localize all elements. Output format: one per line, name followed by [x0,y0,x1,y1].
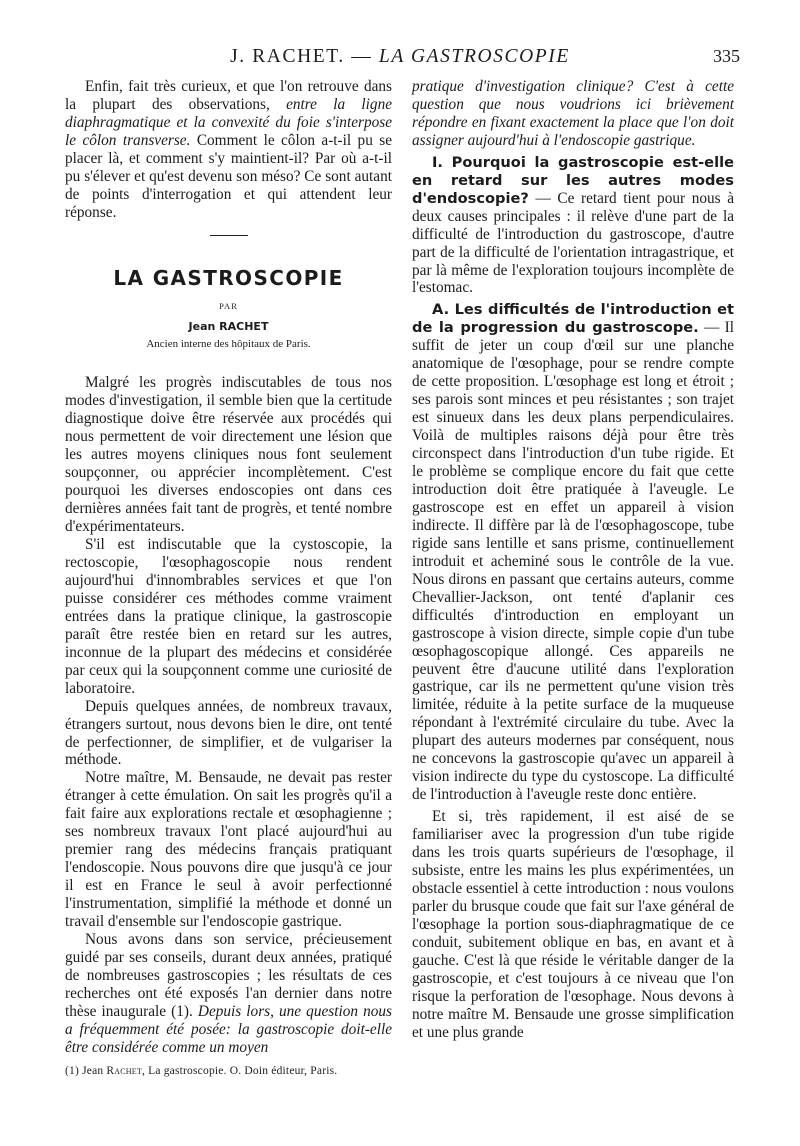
body-paragraph-5 [65,931,392,1057]
left-column [65,78,392,1081]
running-title-author: J. RACHET. — [230,46,379,67]
footnote-marker: (1) Jean [65,1064,107,1077]
continued-paragraph: pratique d'investigation clinique? C'est à cette question que nous voudrions ici brièvement répondre en fixant exactement la place que l'on doit assigner aujourd'hui à l'endoscopie gastrique. [412,78,734,149]
section-divider [210,235,248,236]
section-1-paragraph [412,154,734,298]
author-affiliation: Ancien interne des hôpitaux de Paris. [146,338,311,351]
body-paragraph-4: Notre maître, M. Bensaude, ne devait pas rester étranger à cette émulation. On sait les progrès qu'il a fait faire aux explorations rectale et œsophagienne ; ses nombreux travaux l'ont placé aujourd'hui au premier rang des médecins français pratiquant l'endoscopie. Nous pouvons dire que jusqu'à ce jour il est en France le seul à avoir perfectionné l'instrumentation, simplifié la méthode et donné un travail d'ensemble sur l'endoscopie gastrique. [65,769,392,931]
section-1-heading: I. Pourquoi la gastroscopie est-elle en retard sur les autres modes d'endoscopie? [412,153,734,207]
section-a-paragraph [412,301,734,804]
body-paragraph-3: Depuis quelques années, de nombreux travaux, étrangers surtout, nous devons bien le dire, ont tenté de perfectionner, de simplifier, et de vulgariser la méthode. [65,697,392,769]
body-paragraph-1: Malgré les progrès indiscutables de tous nos modes d'investigation, il semble bien que la certitude diagnostique doive être réservée aux procédés qui nous permettent de voir directement une lésion que les autres moyens cliniques nous font seulement soupçonner, ou apprécier incomplètement. C'est pourquoi les diverses endoscopies ont dans ces dernières années fait tant de progrès, et tenté nombre d'expérimentateurs. [65,374,392,536]
body-paragraph-5-italic: Depuis lors, une question nous a fréquemment été posée: la gastroscopie doit-elle être considérée comme un moyen [65,1002,392,1056]
body-paragraph-5-text: Nous avons dans son service, précieusement guidé par ses conseils, durant deux années, pratiqué de nombreuses gastroscopies ; les résultats de ces recherches ont été exposés l'an dernier dans notre thèse inaugurale (1). [65,930,392,1020]
byline-par: PAR [219,300,238,311]
footnote-rest: , La gastroscopie. O. Doin éditeur, Paris. [141,1064,338,1077]
running-title-subject: LA GASTROSCOPIE [378,46,570,67]
section-1-text: — Ce retard tient pour nous à deux causes principales : il relève d'une part de la difficulté de l'introduction du gastroscope, d'autre part de la difficulté de l'orientation intragastrique, et par là même de l'exploration toujours incomplète de l'estomac. [412,189,734,297]
final-paragraph: Et si, très rapidement, il est aisé de se familiariser avec la progression d'un tube rigide dans les trois quarts supérieurs de l'œsophage, il subsiste, entre les mains les plus expérimentées, un obstacle essentiel à cette introduction : nous voulons parler du brusque coude que fait sur l'axe général de l'œsophage la portion sous-diaphragmatique de ce conduit, subitement oblique en bas, en avant et à gauche. C'est là que réside le véritable danger de la gastroscopie, et c'est toujours à ce niveau que l'on risque la perforation de l'œsophage. Nous devons à notre maître M. Bensaude une grosse simplification et une plus grande [412,808,734,1041]
intro-text-italic: entre la ligne diaphragmatique et la convexité du foie s'interpose le côlon transverse. [65,95,393,149]
right-column [412,78,734,1042]
running-title [60,46,740,68]
section-a-heading: A. Les difficultés de l'introduction et de la progression du gastroscope. [412,301,734,337]
article-author: Jean RACHET [188,319,269,333]
body-paragraph-2: S'il est indiscutable que la cystoscopie, la rectoscopie, l'œsophagoscopie nous rendent aujourd'hui d'innombrables services et que l'on puisse considérer ces méthodes comme vraiment entrées dans la pratique clinique, la gastroscopie paraît être restée bien en retard sur les autres, inconnue de la plupart des médecins et considérée par ceux qui la soupçonnent comme une curiosité de laboratoire. [65,536,392,697]
section-a-text: — Il suffit de jeter un coup d'œil sur une planche anatomique de l'œsophage, pour se rendre compte de cette proposition. L'œsophage est long et étroit ; ses parois sont minces et peu résistantes ; son trajet est sinueux dans les deux plans perpendiculaires. Voilà de multiples raisons déjà pour être très circonspect dans l'introduction d'un tube rigide. Et le problème se complique encore du fait que cette introduction doit être pratiquée à l'aveugle. Le gastroscope est en effet un appareil à vision indirecte. Il diffère par là de l'œsophagoscope, tube rigide sans lentille et sans prisme, continuellement introduit et acheminé sous le contrôle de la vue. Nous dirons en passant que certains auteurs, comme Chevallier-Jackson, ont tenté d'aplanir ces difficultés d'introduction en employant un gastroscope à vision directe, simple copie d'un tube œsophagoscopique allongé. Ces appareils ne peuvent être d'aucune utilité dans l'exploration gastrique, car ils ne permettent qu'une vision très limitée, réduite à la petite surface de la muqueuse répondant à l'extrémité circulaire du tube. Avec la plupart des auteurs modernes par conséquent, nous ne concevons la gastroscopie qu'avec un appareil à vision indirecte du type du cystoscope. La difficulté de l'introduction à l'aveugle reste donc entière. [412,319,734,804]
running-head [60,46,740,72]
footnote-name: Rachet [106,1064,142,1077]
intro-text-1: Enfin, fait très curieux, et que l'on retrouve dans la plupart des observations, [65,78,392,113]
footnote [65,1063,392,1081]
page-number: 335 [713,46,740,66]
intro-text-2: Comment le côlon a-t-il pu se placer là, et comment s'y maintient-il? Par où a-t-il pu s'élever et qu'est devenu son méso? Ce sont autant de points d'interrogation et qui attendent leur réponse. [65,131,392,221]
article-title: LA GASTROSCOPIE [113,265,344,290]
intro-paragraph [65,78,392,222]
